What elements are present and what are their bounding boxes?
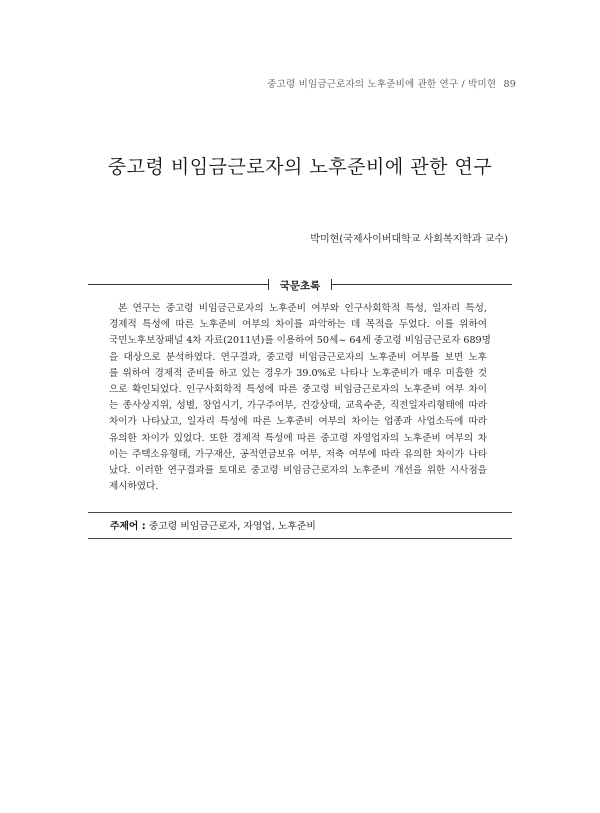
- author-affiliation: 박미현(국제사이버대학교 사회복지학과 교수): [310, 234, 508, 245]
- abstract-line: 을 대상으로 분석하였다. 연구결과, 중고령 비임금근로자의 노후준비 여부를 보면 노후: [109, 351, 487, 363]
- abstract-line: 으로 확인되었다. 인구사회학적 특성에 따른 중고령 비임금근로자의 노후준비 여부 차이: [109, 384, 487, 396]
- keywords: [110, 518, 316, 532]
- keywords-terms: 중고령 비임금근로자, 자영업, 노후준비: [148, 521, 316, 532]
- running-header: [267, 76, 516, 90]
- abstract-line: 유의한 차이가 있었다. 또한 경제적 특성에 따른 중고령 자영업자의 노후준비 여부의 차: [109, 432, 487, 444]
- abstract-line: 이는 주택소유형태, 가구재산, 공적연금보유 여부, 저축 여부에 따라 유의한 차이가 나타: [109, 448, 487, 460]
- abstract-line: 를 위하여 경제적 준비를 하고 있는 경우가 39.0%로 나타나 노후준비가 매우 미흡한 것: [109, 367, 487, 379]
- running-title: 중고령 비임금근로자의 노후준비에 관한 연구 / 박미현: [267, 79, 497, 90]
- abstract-line: 본 연구는 중고령 비임금근로자의 노후준비 여부와 인구사회학적 특성, 일자리 특성,: [118, 303, 487, 314]
- keywords-bottom-rule: [88, 538, 512, 539]
- abstract-line: 났다. 이러한 연구결과를 토대로 중고령 비임금근로자의 노후준비 개선을 위한 시사점을: [109, 465, 487, 477]
- paper-title: 중고령 비임금근로자의 노후준비에 관한 연구: [107, 156, 493, 178]
- abstract-line: 제시하였다.: [109, 481, 159, 493]
- page-number: 89: [503, 79, 516, 90]
- keywords-label: 주제어 :: [110, 521, 146, 532]
- abstract-line: 경제적 특성에 따른 노후준비 여부의 차이를 파악하는 데 목적을 두었다. 이를 위하여: [109, 319, 487, 331]
- abstract-line: 국민노후보장패널 4차 자료(2011년)를 이용하여 50세~ 64세 중고령 비임금근로자 689명: [109, 335, 491, 347]
- divider-rule-right: [332, 284, 512, 285]
- abstract-line: 차이가 나타났고, 일자리 특성에 따른 노후준비 여부의 차이는 업종과 사업소득에 따라: [109, 416, 487, 428]
- keywords-top-rule: [88, 512, 512, 513]
- divider-rule-left: [88, 284, 268, 285]
- abstract-heading-divider: [88, 278, 512, 292]
- abstract-label: 국문초록: [279, 280, 321, 292]
- abstract-body: [109, 301, 491, 495]
- abstract-line: 는 종사상지위, 성별, 창업시기, 가구주여부, 건강상태, 교육수준, 직전일자리형태에 따라: [109, 400, 487, 412]
